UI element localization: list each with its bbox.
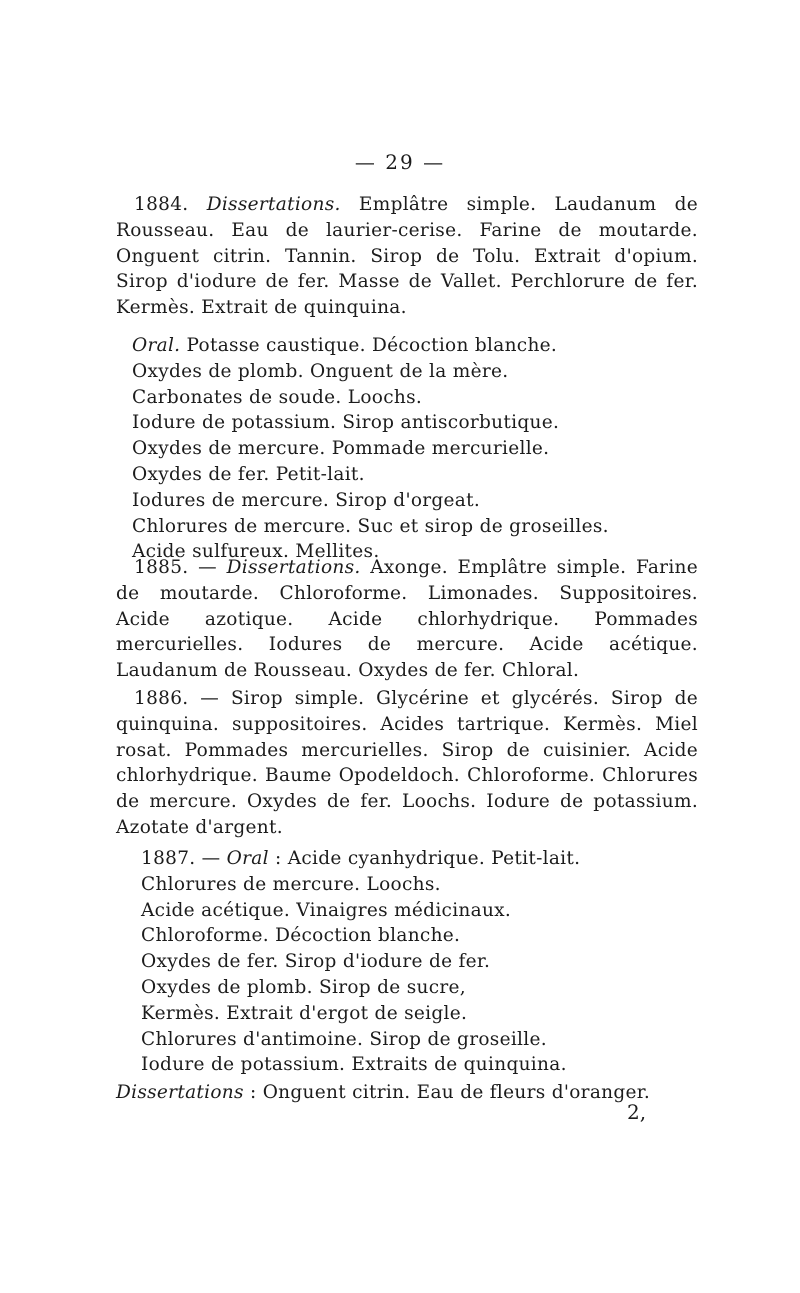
list-item: Chlorures de mercure. Loochs. [141, 873, 441, 895]
dissertations-line-1887 [116, 1080, 698, 1106]
list-item: Oxydes de mercure. Pommade mercurielle. [132, 438, 550, 460]
list-item: Chlorures de mercure. Suc et sirop de groseilles. [132, 515, 609, 537]
section-1885 [116, 555, 698, 684]
list-item: Oxydes de fer. Sirop d'iodure de fer. [141, 951, 491, 973]
list-item: Oxydes de plomb. Sirop de sucre, [141, 976, 466, 998]
list-item: Iodure de potassium. Extraits de quinquina. [141, 1054, 567, 1076]
oral-label-1887: Oral [226, 848, 269, 869]
first-line-1887: : Acide cyanhydrique. Petit-lait. [275, 848, 581, 869]
list-item [141, 846, 698, 872]
list-item: Iodures de mercure. Sirop d'orgeat. [132, 489, 481, 511]
text-1885: Axonge. Emplâtre simple. Farine de moutarde. Chloroforme. Limonades. Suppositoires. Acide azotique. Acide chlorhydrique. Pommades mercurielles. Iodures de mercure. Acide acétique. Laudanum de Rousseau. Oxydes de fer. Chloral. [116, 557, 699, 682]
oral-label-1884: Oral. [132, 334, 181, 356]
list-item: Acide acétique. Vinaigres médicinaux. [141, 899, 512, 921]
list-item: Kermès. Extrait d'ergot de seigle. [141, 1002, 468, 1024]
dissertations-text-1887: : Onguent citrin. Eau de fleurs d'oranger. [249, 1082, 651, 1104]
list-item: Chlorures d'antimoine. Sirop de groseille. [141, 1028, 547, 1050]
section-1887 [116, 846, 698, 1106]
list-item: Oxydes de plomb. Onguent de la mère. [132, 360, 509, 382]
year-1885: 1885. — [134, 557, 217, 578]
list-1887 [116, 846, 698, 1078]
oral-list-1884 [116, 333, 698, 565]
label-dissertations-1887: Dissertations [116, 1082, 244, 1104]
list-item: Chloroforme. Décoction blanche. [141, 925, 461, 947]
list-item: Carbonates de soude. Loochs. [132, 386, 423, 408]
label-dissertations-1885: Dissertations. [226, 557, 361, 578]
year-1887: 1887. — [141, 848, 221, 869]
list-item: Iodure de potassium. Sirop antiscorbutique. [132, 412, 560, 434]
list-item: Oxydes de fer. Petit-lait. [132, 463, 365, 485]
year-1886: 1886. — [134, 688, 220, 709]
oral-line-text: Potasse caustique. Décoction blanche. [186, 334, 558, 356]
text-1884: Emplâtre simple. Laudanum de Rousseau. Eau de laurier-cerise. Farine de moutarde. Onguent citrin. Tannin. Sirop de Tolu. Extrait d'opium. Sirop d'iodure de fer. Masse de Vallet. Perchlorure de fer. Kermès. Extrait de quinquina. [116, 194, 698, 319]
page-number: — 29 — [354, 150, 446, 174]
text-1886: Sirop simple. Glycérine et glycérés. Sirop de quinquina. suppositoires. Acides tartrique. Kermès. Miel rosat. Pommades mercurielles. Sirop de cuisinier. Acide chlorhydrique. Baume Opodeldoch. Chloroforme. Chlorures de mercure. Oxydes de fer. Loochs. Iodure de potassium. Azotate d'argent. [116, 688, 698, 838]
label-dissertations-1884: Dissertations. [206, 194, 341, 215]
list-item: Acide sulfureux. Mellites. [132, 541, 380, 563]
year-1884: 1884. [134, 194, 189, 215]
paragraph-1885 [116, 555, 698, 684]
section-1884 [116, 192, 698, 565]
list-item [132, 333, 698, 359]
paragraph-1886 [116, 686, 698, 841]
section-1886 [116, 686, 698, 841]
signature-mark: 2, [627, 1100, 647, 1124]
paragraph-1884 [116, 192, 698, 321]
